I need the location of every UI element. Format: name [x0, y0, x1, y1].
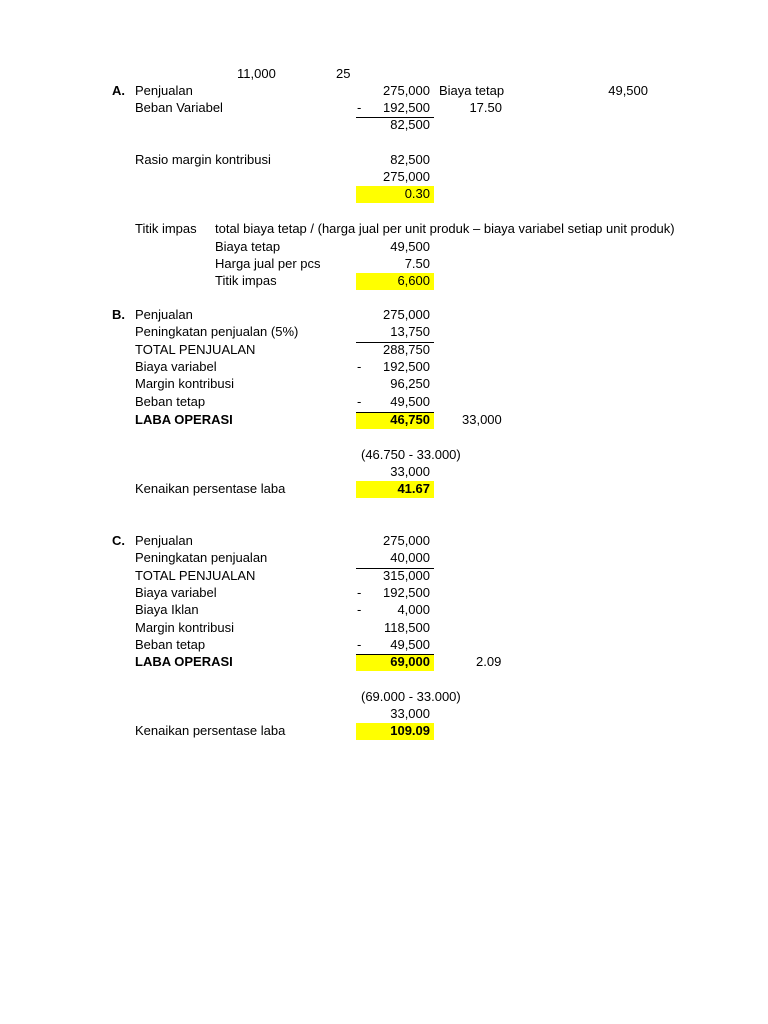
c-row-value: 40,000: [390, 550, 430, 566]
b-row-value: 192,500: [383, 358, 430, 374]
c-row-value: 49,500: [390, 636, 430, 652]
price-value: 25: [336, 66, 351, 81]
a-penjualan-value: 275,000: [383, 83, 430, 98]
section-c-letter: C.: [112, 533, 125, 548]
c-row-value: 315,000: [383, 567, 430, 583]
b-row-value: 288,750: [383, 341, 430, 357]
a-beban-variabel-label: Beban Variabel: [135, 100, 223, 115]
a-titik-label: Titik impas: [135, 221, 197, 236]
b-row-value: 275,000: [383, 307, 430, 322]
b-row-value: 13,750: [390, 324, 430, 340]
b-kenaikan-label: Kenaikan persentase laba: [135, 481, 286, 496]
c-row-label: Penjualan: [135, 533, 193, 548]
b-row-minus: -: [357, 393, 362, 409]
a-ti-label: Titik impas: [215, 273, 277, 288]
a-ti-value: 6,600: [397, 273, 430, 288]
b-calc-denominator: 33,000: [390, 464, 430, 479]
c-calc-denominator: 33,000: [390, 706, 430, 721]
a-margin-value: 82,500: [390, 117, 430, 132]
b-laba-label: LABA OPERASI: [135, 412, 233, 427]
c-row-value: 192,500: [383, 584, 430, 600]
c-laba-value: 69,000: [390, 654, 430, 669]
a-penjualan-label: Penjualan: [135, 83, 193, 98]
b-row-label: TOTAL PENJUALAN: [135, 341, 256, 357]
c-row-label: Margin kontribusi: [135, 619, 234, 635]
c-row-label: TOTAL PENJUALAN: [135, 567, 256, 583]
b-row-minus: -: [357, 358, 362, 374]
a-biaya-tetap-value: 49,500: [608, 83, 648, 98]
a-hj-label: Harga jual per pcs: [215, 256, 321, 271]
c-kenaikan-label: Kenaikan persentase laba: [135, 723, 286, 738]
b-laba-side: 33,000: [462, 412, 502, 427]
a-biaya-tetap-label: Biaya tetap: [439, 83, 505, 98]
b-row-value: 49,500: [390, 393, 430, 409]
a-rasio-label: Rasio margin kontribusi: [135, 152, 271, 167]
b-row-value: 96,250: [390, 376, 430, 392]
b-row-label: Margin kontribusi: [135, 376, 234, 392]
b-kenaikan-value: 41.67: [397, 481, 430, 496]
c-row-label: Biaya Iklan: [135, 602, 199, 618]
section-b-letter: B.: [112, 307, 125, 322]
c-calc: (69.000 - 33.000): [361, 689, 461, 704]
c-row-value: 4,000: [397, 602, 430, 618]
c-row-value: 275,000: [383, 533, 430, 548]
c-kenaikan-value: 109.09: [390, 723, 430, 738]
c-row-minus: -: [357, 636, 362, 652]
a-bt-value: 49,500: [390, 239, 430, 254]
b-laba-value: 46,750: [390, 412, 430, 427]
a-rasio-denominator: 275,000: [383, 169, 430, 184]
a-rasio-numerator: 82,500: [390, 152, 430, 167]
a-beban-variabel-value: 192,500: [383, 100, 430, 115]
section-a-letter: A.: [112, 83, 125, 98]
c-laba-side: 2.09: [476, 654, 502, 669]
a-unit-variable-cost: 17.50: [469, 100, 502, 115]
c-row-value: 118,500: [383, 619, 430, 635]
units-value: 11,000: [237, 66, 276, 81]
c-laba-label: LABA OPERASI: [135, 654, 233, 669]
b-row-label: Beban tetap: [135, 393, 206, 409]
c-total-line: [356, 568, 434, 569]
c-row-label: Beban tetap: [135, 636, 206, 652]
c-row-label: Peningkatan penjualan: [135, 550, 268, 566]
a-minus-sign: -: [357, 100, 362, 115]
a-titik-formula: total biaya tetap / (harga jual per unit produk – biaya variabel setiap unit produk): [215, 221, 675, 236]
c-row-label: Biaya variabel: [135, 584, 217, 600]
c-row-minus: -: [357, 602, 362, 618]
b-row-label: Peningkatan penjualan (5%): [135, 324, 299, 340]
b-total-line: [356, 342, 434, 343]
b-row-label: Biaya variabel: [135, 358, 217, 374]
b-row-label: Penjualan: [135, 307, 193, 322]
c-row-minus: -: [357, 584, 362, 600]
a-hj-value: 7.50: [404, 256, 430, 271]
a-bt-label: Biaya tetap: [215, 239, 281, 254]
a-rasio-result: 0.30: [404, 186, 430, 201]
b-calc: (46.750 - 33.000): [361, 447, 461, 462]
